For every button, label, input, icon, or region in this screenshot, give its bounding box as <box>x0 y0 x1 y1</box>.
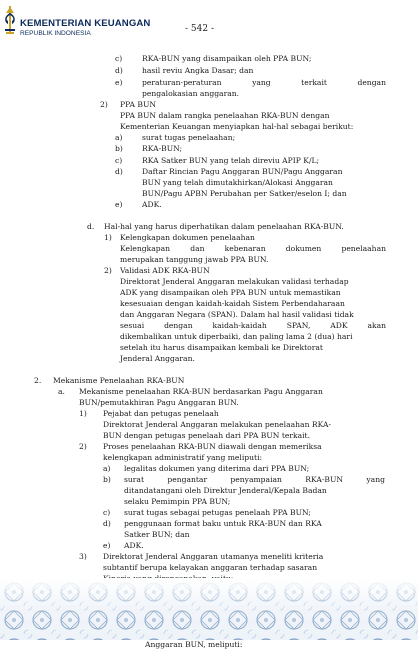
body-text-justified <box>124 475 385 484</box>
body-text: Direktorat Jenderal Anggaran melakukan penelaahan RKA- <box>103 420 332 429</box>
body-text: kesesuaian dengan kaidah-kaidah Sistem Perbendaharaan <box>120 299 345 308</box>
body-text: ADK. <box>124 541 144 550</box>
body-text: BUN dengan petugas penelaah dari PPA BUN terkait. <box>103 431 311 440</box>
word: sesuai <box>120 321 145 330</box>
body-text: dikembalikan untuk diperbaiki, dan paling lama 2 (dua) hari <box>120 332 353 341</box>
list-marker: a. <box>58 387 65 396</box>
body-text: ditandatangani oleh Direktur Jenderal/Kepala Badan <box>124 486 327 495</box>
list-marker: e) <box>115 78 123 87</box>
page-header <box>0 0 418 46</box>
body-text: ADK yang disampaikan oleh PPA BUN untuk memastikan <box>120 288 341 297</box>
body-text: Kementerian Keuangan menyiapkan hal-hal sebagai berikut: <box>120 122 354 131</box>
list-marker: d) <box>115 66 123 75</box>
brand-subtitle: REPUBLIK INDONESIA <box>20 30 91 37</box>
body-text: Mekanisme penelaahan RKA-BUN berdasarkan Pagu Anggaran <box>79 387 323 396</box>
body-text: Direktorat Jenderal Anggaran utamanya meneliti kriteria <box>103 552 324 561</box>
list-marker: a) <box>103 464 111 473</box>
list-marker: b) <box>115 144 123 153</box>
body-text-justified <box>142 78 386 87</box>
body-text-justified <box>120 321 386 330</box>
word: dokumen <box>285 244 322 253</box>
list-marker: 3) <box>79 552 87 561</box>
body-text: dan Anggaran Negara (SPAN). Dalam hal hasil validasi tidak <box>120 310 354 319</box>
list-marker: d) <box>115 167 123 176</box>
list-marker: e) <box>103 541 111 550</box>
word: SPAN, <box>286 321 311 330</box>
body-text: Direktorat Jenderal Anggaran melakukan validasi terhadap <box>120 277 349 286</box>
list-marker: c) <box>103 508 111 517</box>
list-marker: e) <box>115 200 123 209</box>
word: surat <box>124 475 144 484</box>
body-text: Satker BUN; dan <box>124 530 190 539</box>
word: penelaahan <box>341 244 386 253</box>
body-text: penggunaan format baku untuk RKA-BUN dan RKA <box>124 519 322 528</box>
body-text: RKA-BUN; <box>142 144 183 153</box>
body-text: surat tugas penelaahan; <box>142 133 236 142</box>
body-text: BUN/Pagu APBN Perubahan per Satker/eselon I; dan <box>142 189 347 198</box>
body-text: setelah itu harus disampaikan kembali ke Direktorat <box>120 343 323 352</box>
section-heading: Mekanisme Penelaahan RKA-BUN <box>53 376 185 385</box>
body-text: BUN/pemutakhiran Pagu Anggaran BUN. <box>79 398 239 407</box>
list-marker: 2) <box>79 442 87 451</box>
list-marker: c) <box>115 54 123 63</box>
subsection-heading: Kelengkapan dokumen penelaahan <box>120 233 255 242</box>
word: yang <box>366 475 385 484</box>
word: akan <box>367 321 386 330</box>
body-text: hasil reviu Angka Dasar; dan <box>142 66 254 75</box>
word: peraturan-peraturan <box>142 78 222 87</box>
word: kaidah-kaidah <box>212 321 267 330</box>
list-marker: d) <box>103 519 111 528</box>
body-text: legalitas dokumen yang diterima dari PPA BUN; <box>124 464 310 473</box>
ministry-emblem-icon <box>3 5 17 35</box>
subsection-heading: Validasi ADK RKA-BUN <box>120 266 210 275</box>
list-marker: 2. <box>34 376 42 385</box>
word: dengan <box>164 321 193 330</box>
word: penyampaian <box>230 475 282 484</box>
body-text: Daftar Rincian Pagu Anggaran BUN/Pagu Anggaran <box>142 167 343 176</box>
subsection-heading: Pejabat dan petugas penelaah <box>103 409 219 418</box>
brand-name: KEMENTERIAN KEUANGAN <box>20 18 151 29</box>
list-marker: d. <box>87 222 95 231</box>
section-heading: Hal-hal yang harus diperhatikan dalam penelaahan RKA-BUN. <box>104 222 344 231</box>
body-text: ADK. <box>142 200 162 209</box>
body-text: merupakan tanggung jawab PPA BUN. <box>120 255 269 264</box>
body-text-justified <box>120 244 386 253</box>
body-text: BUN yang telah dimutakhirkan/Alokasi Anggaran <box>142 178 333 187</box>
body-text: kelengkapan administratif yang meliputi: <box>103 453 263 462</box>
body-text: surat tugas sebagai petugas penelaah PPA BUN; <box>124 508 311 517</box>
body-text: pengalokasian anggaran. <box>142 89 240 98</box>
word: dan <box>190 244 205 253</box>
word: RKA-BUN <box>305 475 344 484</box>
list-marker: 1) <box>79 409 87 418</box>
word: yang <box>252 78 271 87</box>
list-marker: c) <box>115 156 123 165</box>
page-number: - 542 - <box>185 24 214 34</box>
body-text: Proses penelaahan RKA-BUN diawali dengan memeriksa <box>103 442 322 451</box>
word: terkait <box>301 78 327 87</box>
decorative-batik-band <box>0 578 418 640</box>
word: pengantar <box>167 475 208 484</box>
body-text: selaku Pemimpin PPA BUN; <box>124 497 231 506</box>
list-marker: a) <box>115 133 123 142</box>
body-text: Jenderal Anggaran. <box>120 354 195 363</box>
word: dengan <box>357 78 386 87</box>
body-text: RKA-BUN yang disampaikan oleh PPA BUN; <box>142 54 312 63</box>
body-text: PPA BUN dalam rangka penelaahan RKA-BUN dengan <box>120 111 330 120</box>
word: kebenaran <box>224 244 266 253</box>
list-marker: b) <box>103 475 111 484</box>
body-text: subtantif berupa kelayakan anggaran terhadap sasaran <box>103 563 318 572</box>
list-marker: 2) <box>104 266 112 275</box>
word: ADK <box>330 321 348 330</box>
body-text: Anggaran BUN, meliputi: <box>145 640 243 649</box>
list-marker: 2) <box>100 100 108 109</box>
subsection-heading: PPA BUN <box>120 100 157 109</box>
word: Kelengkapan <box>120 244 171 253</box>
body-text: RKA Satker BUN yang telah direviu APIP K/L; <box>142 156 320 165</box>
list-marker: 1) <box>104 233 112 242</box>
